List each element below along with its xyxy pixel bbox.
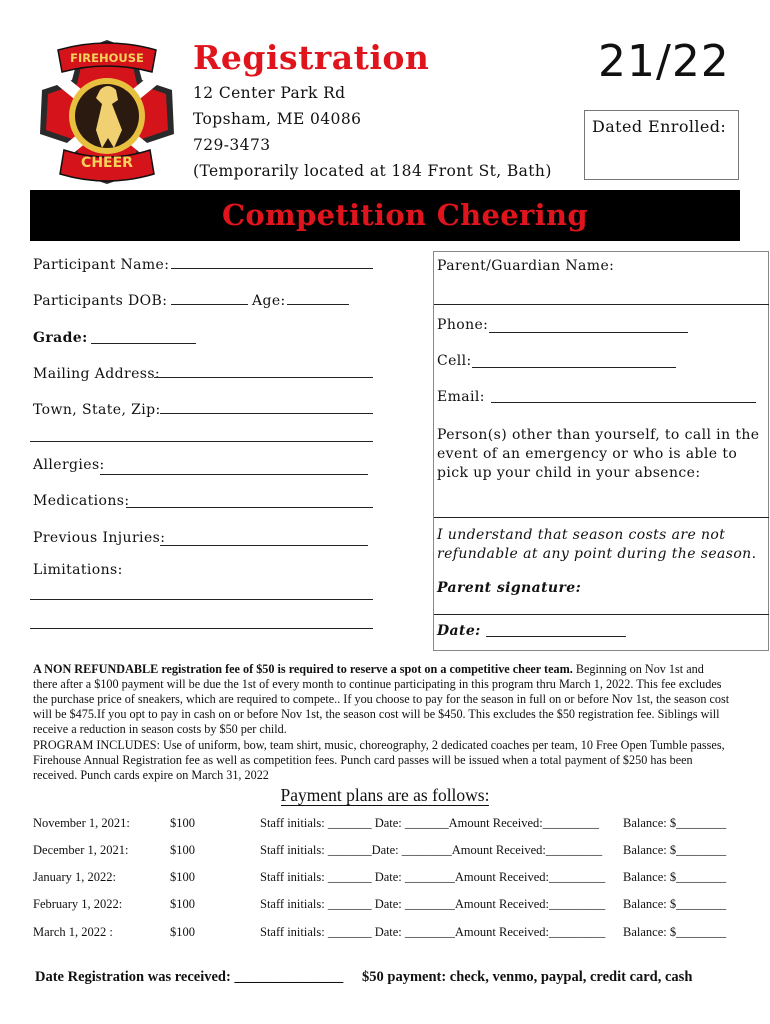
limitations-label: Limitations: — [33, 562, 123, 578]
banner-title: Competition Cheering — [222, 198, 588, 232]
season-costs-note: I understand that season costs are not refundable at any point during the season. — [437, 527, 757, 562]
grade-field[interactable] — [91, 343, 196, 344]
payment-row — [33, 870, 733, 886]
section-banner — [30, 190, 740, 241]
dob-field[interactable] — [171, 304, 248, 305]
cell-label: Cell: — [437, 353, 472, 369]
medications-field[interactable] — [126, 507, 373, 508]
payment-staff-fields[interactable]: Staff initials: _______ Date: _______Amount Received:_________ — [260, 816, 599, 830]
previous-injuries-label: Previous Injuries: — [33, 530, 166, 546]
payment-amount: $100 — [170, 870, 195, 884]
payment-date: February 1, 2022: — [33, 897, 123, 911]
medications-label: Medications: — [33, 493, 130, 509]
season-year: 21/22 — [598, 36, 730, 87]
program-includes-paragraph: PROGRAM INCLUDES: Use of uniform, bow, team shirt, music, choreography, 2 dedicated coaches per team, 10 Free Open Tumble passes, Firehouse Annual Registration fee as well as competition fees. Punch card passes will be issued when a total payment of $250 has been received. Punch cards expire on March 31, 2022 — [33, 738, 725, 782]
date-label: Date: — [437, 623, 481, 639]
payment-balance[interactable]: Balance: $________ — [623, 870, 727, 884]
payment-row — [33, 843, 733, 859]
logo-wordmark-bottom: CHEER — [81, 155, 133, 171]
previous-injuries-field[interactable] — [160, 545, 368, 546]
payment-methods: $50 payment: check, venmo, paypal, credit card, cash — [362, 969, 693, 985]
payment-amount: $100 — [170, 897, 195, 911]
dated-enrolled-label: Dated Enrolled: — [592, 117, 727, 136]
grade-label: Grade: — [33, 330, 88, 346]
email-label: Email: — [437, 389, 485, 405]
payment-staff-fields[interactable]: Staff initials: _______ Date: ________Amount Received:_________ — [260, 897, 606, 911]
payment-date: March 1, 2022 : — [33, 925, 113, 939]
mailing-address-field[interactable] — [154, 377, 373, 378]
parent-guardian-field[interactable] — [434, 304, 769, 305]
parent-signature-label: Parent signature: — [437, 580, 582, 596]
payment-staff-fields[interactable]: Staff initials: _______ Date: ________Amount Received:_________ — [260, 870, 606, 884]
payment-amount: $100 — [170, 925, 195, 939]
fee-notice-text: Beginning on Nov 1st and there after a $100 payment will be due the 1st of every month to continue participating in this program thru March 1, 2022. This fee excludes the purchase price of sneakers, which are required to compete.. If you choose to pay for the season in full on or before Nov 1st, the season cost will be $475.If you opt to pay in cash on or before Nov 1st, the season cost will be $450. This excludes the $50 registration fee. Siblings will receive a reduction in season costs by $50 per child. — [33, 662, 730, 736]
payment-plans-title-text: Payment plans are as follows: — [280, 785, 490, 805]
cell-field[interactable] — [472, 367, 676, 368]
email-field[interactable] — [491, 402, 756, 403]
payment-date: November 1, 2021: — [33, 816, 130, 830]
payment-date: January 1, 2022: — [33, 870, 116, 884]
address-extra-line[interactable] — [30, 441, 373, 442]
phone-field[interactable] — [489, 332, 688, 333]
age-label: Age: — [252, 293, 286, 309]
emergency-contact-label: Person(s) other than yourself, to call in the event of an emergency or who is able to pick up your child in your absence: — [437, 427, 760, 481]
firehouse-cheer-logo — [38, 38, 176, 186]
town-state-zip-label: Town, State, Zip: — [33, 402, 161, 418]
payment-amount: $100 — [170, 843, 195, 857]
parent-signature-field[interactable] — [434, 614, 769, 615]
allergies-field[interactable] — [100, 474, 368, 475]
payment-plans-title — [0, 785, 770, 806]
payment-staff-fields[interactable]: Staff initials: _______Date: ________Amount Received:_________ — [260, 843, 603, 857]
payment-staff-fields[interactable]: Staff initials: _______ Date: ________Amount Received:_________ — [260, 925, 606, 939]
age-field[interactable] — [287, 304, 349, 305]
registration-form — [30, 251, 760, 651]
temporary-location: (Temporarily located at 184 Front St, Bath) — [193, 162, 552, 180]
payment-balance[interactable]: Balance: $________ — [623, 897, 727, 911]
phone-label: Phone: — [437, 317, 489, 333]
parent-guardian-label: Parent/Guardian Name: — [437, 258, 615, 274]
town-state-zip-field[interactable] — [160, 413, 373, 414]
address-line-1: 12 Center Park Rd — [193, 84, 346, 102]
limitations-line-2[interactable] — [30, 628, 373, 629]
payment-row — [33, 925, 733, 941]
participant-name-label: Participant Name: — [33, 257, 170, 273]
parent-info-box — [433, 251, 769, 651]
participant-name-field[interactable] — [171, 268, 373, 269]
fee-notice-bold: A NON REFUNDABLE registration fee of $50 is required to reserve a spot on a competitive cheer team. — [33, 662, 573, 676]
emergency-contact-field[interactable] — [434, 517, 769, 518]
address-line-2: Topsham, ME 04086 — [193, 110, 362, 128]
payment-amount: $100 — [170, 816, 195, 830]
logo-wordmark-top: FIREHOUSE — [70, 51, 144, 65]
payment-row — [33, 816, 733, 832]
mailing-address-label: Mailing Address: — [33, 366, 161, 382]
payment-balance[interactable]: Balance: $________ — [623, 843, 727, 857]
registration-fee-paragraph — [33, 662, 731, 737]
page-title: Registration — [193, 38, 430, 77]
dob-label: Participants DOB: — [33, 293, 168, 309]
payment-balance[interactable]: Balance: $________ — [623, 816, 727, 830]
dated-enrolled-box[interactable] — [584, 110, 739, 180]
payment-balance[interactable]: Balance: $________ — [623, 925, 727, 939]
date-field[interactable] — [486, 636, 626, 637]
allergies-label: Allergies: — [33, 457, 105, 473]
limitations-line-1[interactable] — [30, 599, 373, 600]
phone-number: 729-3473 — [193, 136, 271, 154]
payment-date: December 1, 2021: — [33, 843, 129, 857]
date-received-field[interactable]: Date Registration was received: _______________ — [35, 969, 344, 985]
payment-row — [33, 897, 733, 913]
